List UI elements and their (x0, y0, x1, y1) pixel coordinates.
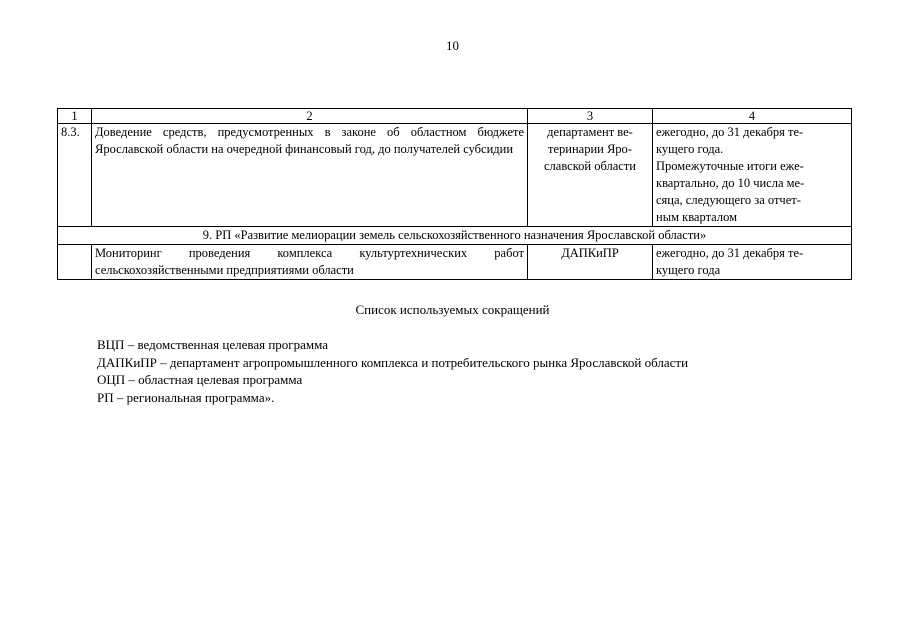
section-row (58, 227, 852, 245)
table-header-row (58, 109, 852, 124)
row-number: 8.3. (58, 124, 92, 227)
term-line: сяца, следующего за отчет- (656, 193, 801, 207)
measure-description: Мониторинг проведения комплекса культуртехнических работ сельскохозяйственными предприятиями области (92, 245, 528, 280)
abbreviation-item: ДАПКиПР – департамент агропромышленного комплекса и потребительского рынка Ярославской области (97, 354, 689, 370)
column-header-1: 1 (58, 109, 92, 124)
column-header-2: 2 (92, 109, 528, 124)
measure-description: Доведение средств, предусмотренных в законе об областном бюджете Ярославской области на очередной финансовый год, до получателей субсидии (92, 124, 528, 227)
abbreviations-list (97, 336, 688, 406)
abbreviation-item: РП – региональная программа». (97, 389, 275, 405)
executor-line: департамент ве- (547, 125, 633, 139)
term-line: квартально, до 10 числа ме- (656, 176, 805, 190)
abbreviation-item: ВЦП – ведомственная целевая программа (97, 337, 329, 352)
section-title: 9. РП «Развитие мелиорации земель сельскохозяйственного назначения Ярославской области» (58, 227, 852, 245)
term-line: кущего года. (656, 142, 724, 156)
table-row (58, 124, 852, 227)
row-number (58, 245, 92, 280)
executor-line: теринарии Яро- (548, 142, 632, 156)
table-row (58, 245, 852, 280)
executor-line: славской области (544, 159, 636, 173)
term-line: Промежуточные итоги еже- (656, 159, 804, 173)
term-line: кущего года (656, 263, 721, 277)
measure-executor (528, 124, 653, 227)
measures-table (57, 108, 852, 280)
measure-term (653, 124, 852, 227)
page-number: 10 (446, 38, 459, 53)
measure-term (653, 245, 852, 280)
column-header-3: 3 (528, 109, 653, 124)
measure-executor: ДАПКиПР (528, 245, 653, 280)
term-line: ежегодно, до 31 декабря те- (656, 246, 804, 260)
abbreviation-item: ОЦП – областная целевая программа (97, 372, 303, 387)
term-line: ежегодно, до 31 декабря те- (656, 125, 804, 139)
term-line: ным кварталом (656, 210, 737, 224)
column-header-4: 4 (653, 109, 852, 124)
abbreviations-title: Список используемых сокращений (355, 302, 550, 317)
